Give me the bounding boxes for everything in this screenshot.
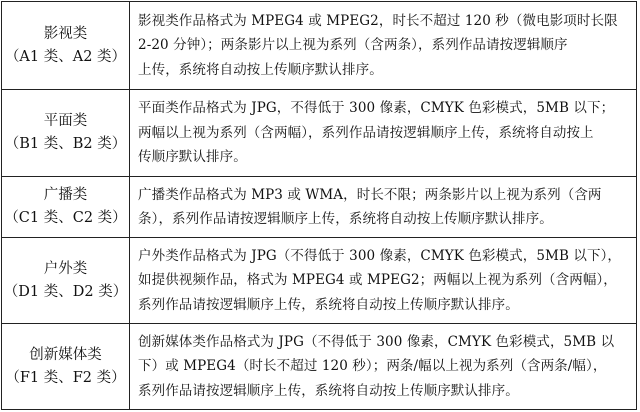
- description-cell: [130, 2, 637, 90]
- category-name: 创新媒体类: [29, 346, 102, 363]
- description-line: 传顺序默认排序。: [138, 149, 247, 166]
- description-line: 两幅以上视为系列（含两幅），系列作品请按逻辑顺序上传，系统将自动按上: [138, 124, 594, 141]
- format-requirements-table: [1, 1, 637, 410]
- category-cell: [2, 324, 130, 410]
- category-name: 广播类: [43, 187, 88, 203]
- category-codes: （C1 类、C2 类）: [4, 210, 127, 226]
- description-line: 影视类作品格式为 MPEG4 或 MPEG2，时长不超过 120 秒（微电影项时长限: [138, 12, 618, 29]
- description-line: 系列作品请按逻辑顺序上传，系统将自动按上传顺序默认排序。: [138, 296, 519, 313]
- table-row-innovative-media: [2, 324, 637, 410]
- description-line: 平面类作品格式为 JPG，不得低于 300 像素，CMYK 色彩模式，5MB 以下；: [138, 100, 615, 117]
- table-row-radio: [2, 177, 637, 238]
- table-row-outdoor: [2, 238, 637, 324]
- description-line: 广播类作品格式为 MP3 或 WMA，时长不限；两条影片以上视为系列（含两: [138, 186, 602, 203]
- description-line: 系列作品请按逻辑顺序上传，系统将自动按上传顺序默认排序。: [138, 382, 519, 399]
- description-cell: [130, 238, 637, 324]
- table-row-film: [2, 2, 637, 90]
- category-cell: [2, 238, 130, 324]
- category-codes: （D1 类、D2 类）: [3, 283, 128, 300]
- category-cell: [2, 2, 130, 90]
- category-codes: （A1 类、A2 类）: [4, 48, 127, 65]
- description-cell: [130, 177, 637, 238]
- category-name: 平面类: [43, 113, 88, 129]
- description-cell: [130, 90, 637, 177]
- category-codes: （F1 类、F2 类）: [5, 369, 126, 386]
- description-line: 2-20 分钟）；两条影片以上视为系列（含两条），系列作品请按逻辑顺序: [138, 37, 568, 54]
- category-name: 影视类: [43, 25, 88, 42]
- category-cell: [2, 90, 130, 177]
- description-line: 条），系列作品请按逻辑顺序上传，系统将自动按上传顺序默认排序。: [138, 211, 553, 227]
- description-line: 创新媒体类作品格式为 JPG（不得低于 300 像素，CMYK 色彩模式，5MB 以: [138, 333, 615, 350]
- category-name: 户外类: [43, 260, 88, 277]
- description-line: 上传，系统将自动按上传顺序默认排序。: [138, 61, 383, 78]
- description-cell: [130, 324, 637, 410]
- description-line: 下）或 MPEG4（时长不超过 120 秒）；两条/幅以上视为系列（含两条/幅），: [138, 358, 607, 375]
- category-codes: （B1 类、B2 类）: [4, 136, 127, 152]
- description-line: 如提供视频作品，格式为 MPEG4 或 MPEG2；两幅以上视为系列（含两幅），: [138, 272, 617, 289]
- description-line: 户外类作品格式为 JPG（不得低于 300 像素，CMYK 色彩模式，5MB 以下），: [138, 247, 622, 264]
- category-cell: [2, 177, 130, 238]
- table-row-print: [2, 90, 637, 177]
